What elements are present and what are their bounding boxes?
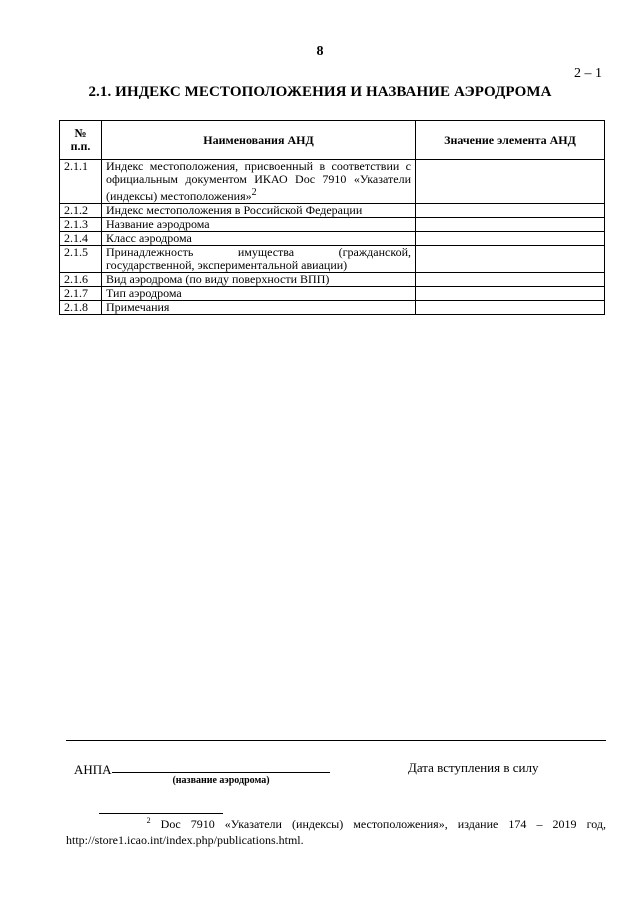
anpa-caption: (название аэродрома): [172, 775, 270, 786]
row-num: 2.1.4: [60, 232, 102, 246]
row-name: Вид аэродрома (по виду поверхности ВПП): [102, 273, 416, 287]
row-num: 2.1.3: [60, 218, 102, 232]
table-header-row: [60, 121, 605, 160]
footnote: [66, 813, 606, 848]
sheet-code: 2 – 1: [574, 66, 602, 81]
table-row: [60, 301, 605, 315]
section-title: 2.1. ИНДЕКС МЕСТОПОЛОЖЕНИЯ И НАЗВАНИЕ АЭРОДРОМА: [88, 84, 552, 100]
row-value: [416, 287, 605, 301]
header-num: № п.п.: [60, 121, 102, 160]
table-row: [60, 273, 605, 287]
footnote-ref: 2: [251, 187, 257, 198]
footnote-mark: 2: [146, 816, 151, 825]
row-name: Принадлежность имущества (гражданской, государственной, экспериментальной авиации): [102, 246, 416, 273]
page-number: 8: [316, 44, 324, 59]
row-name: Индекс местоположения в Российской Федерации: [102, 204, 416, 218]
and-table: [59, 120, 605, 315]
table-row: [60, 232, 605, 246]
row-num: 2.1.6: [60, 273, 102, 287]
effective-date-label: Дата вступления в силу: [408, 760, 539, 775]
header-value: Значение элемента АНД: [416, 121, 605, 160]
row-num: 2.1.1: [60, 160, 102, 204]
row-num: 2.1.2: [60, 204, 102, 218]
row-name: Название аэродрома: [102, 218, 416, 232]
row-name: Примечания: [102, 301, 416, 315]
row-value: [416, 273, 605, 287]
row-num: 2.1.8: [60, 301, 102, 315]
table-row: [60, 160, 605, 204]
table-row: [60, 246, 605, 273]
row-num: 2.1.7: [60, 287, 102, 301]
row-num: 2.1.5: [60, 246, 102, 273]
anpa-underline: [112, 772, 330, 773]
row-name: Тип аэродрома: [102, 287, 416, 301]
row-name: Класс аэродрома: [102, 232, 416, 246]
row-value: [416, 301, 605, 315]
row-name-text: Индекс местоположения, присвоенный в соответствии с официальным документом ИКАО Doc 7910 «Указатели (индексы) местоположения»: [106, 159, 411, 203]
row-name: [102, 160, 416, 204]
row-value: [416, 246, 605, 273]
table-row: [60, 218, 605, 232]
footer-separator: [66, 740, 606, 741]
row-value: [416, 218, 605, 232]
anpa-label: АНПА: [74, 762, 112, 777]
header-name: Наименования АНД: [102, 121, 416, 160]
row-value: [416, 204, 605, 218]
table-row: [60, 204, 605, 218]
row-value: [416, 232, 605, 246]
row-value: [416, 160, 605, 204]
table-row: [60, 287, 605, 301]
footnote-text: Doc 7910 «Указатели (индексы) местоположения», издание 174 – 2019 год, http://store1.icao.int/index.php/publications.html.: [66, 817, 607, 847]
